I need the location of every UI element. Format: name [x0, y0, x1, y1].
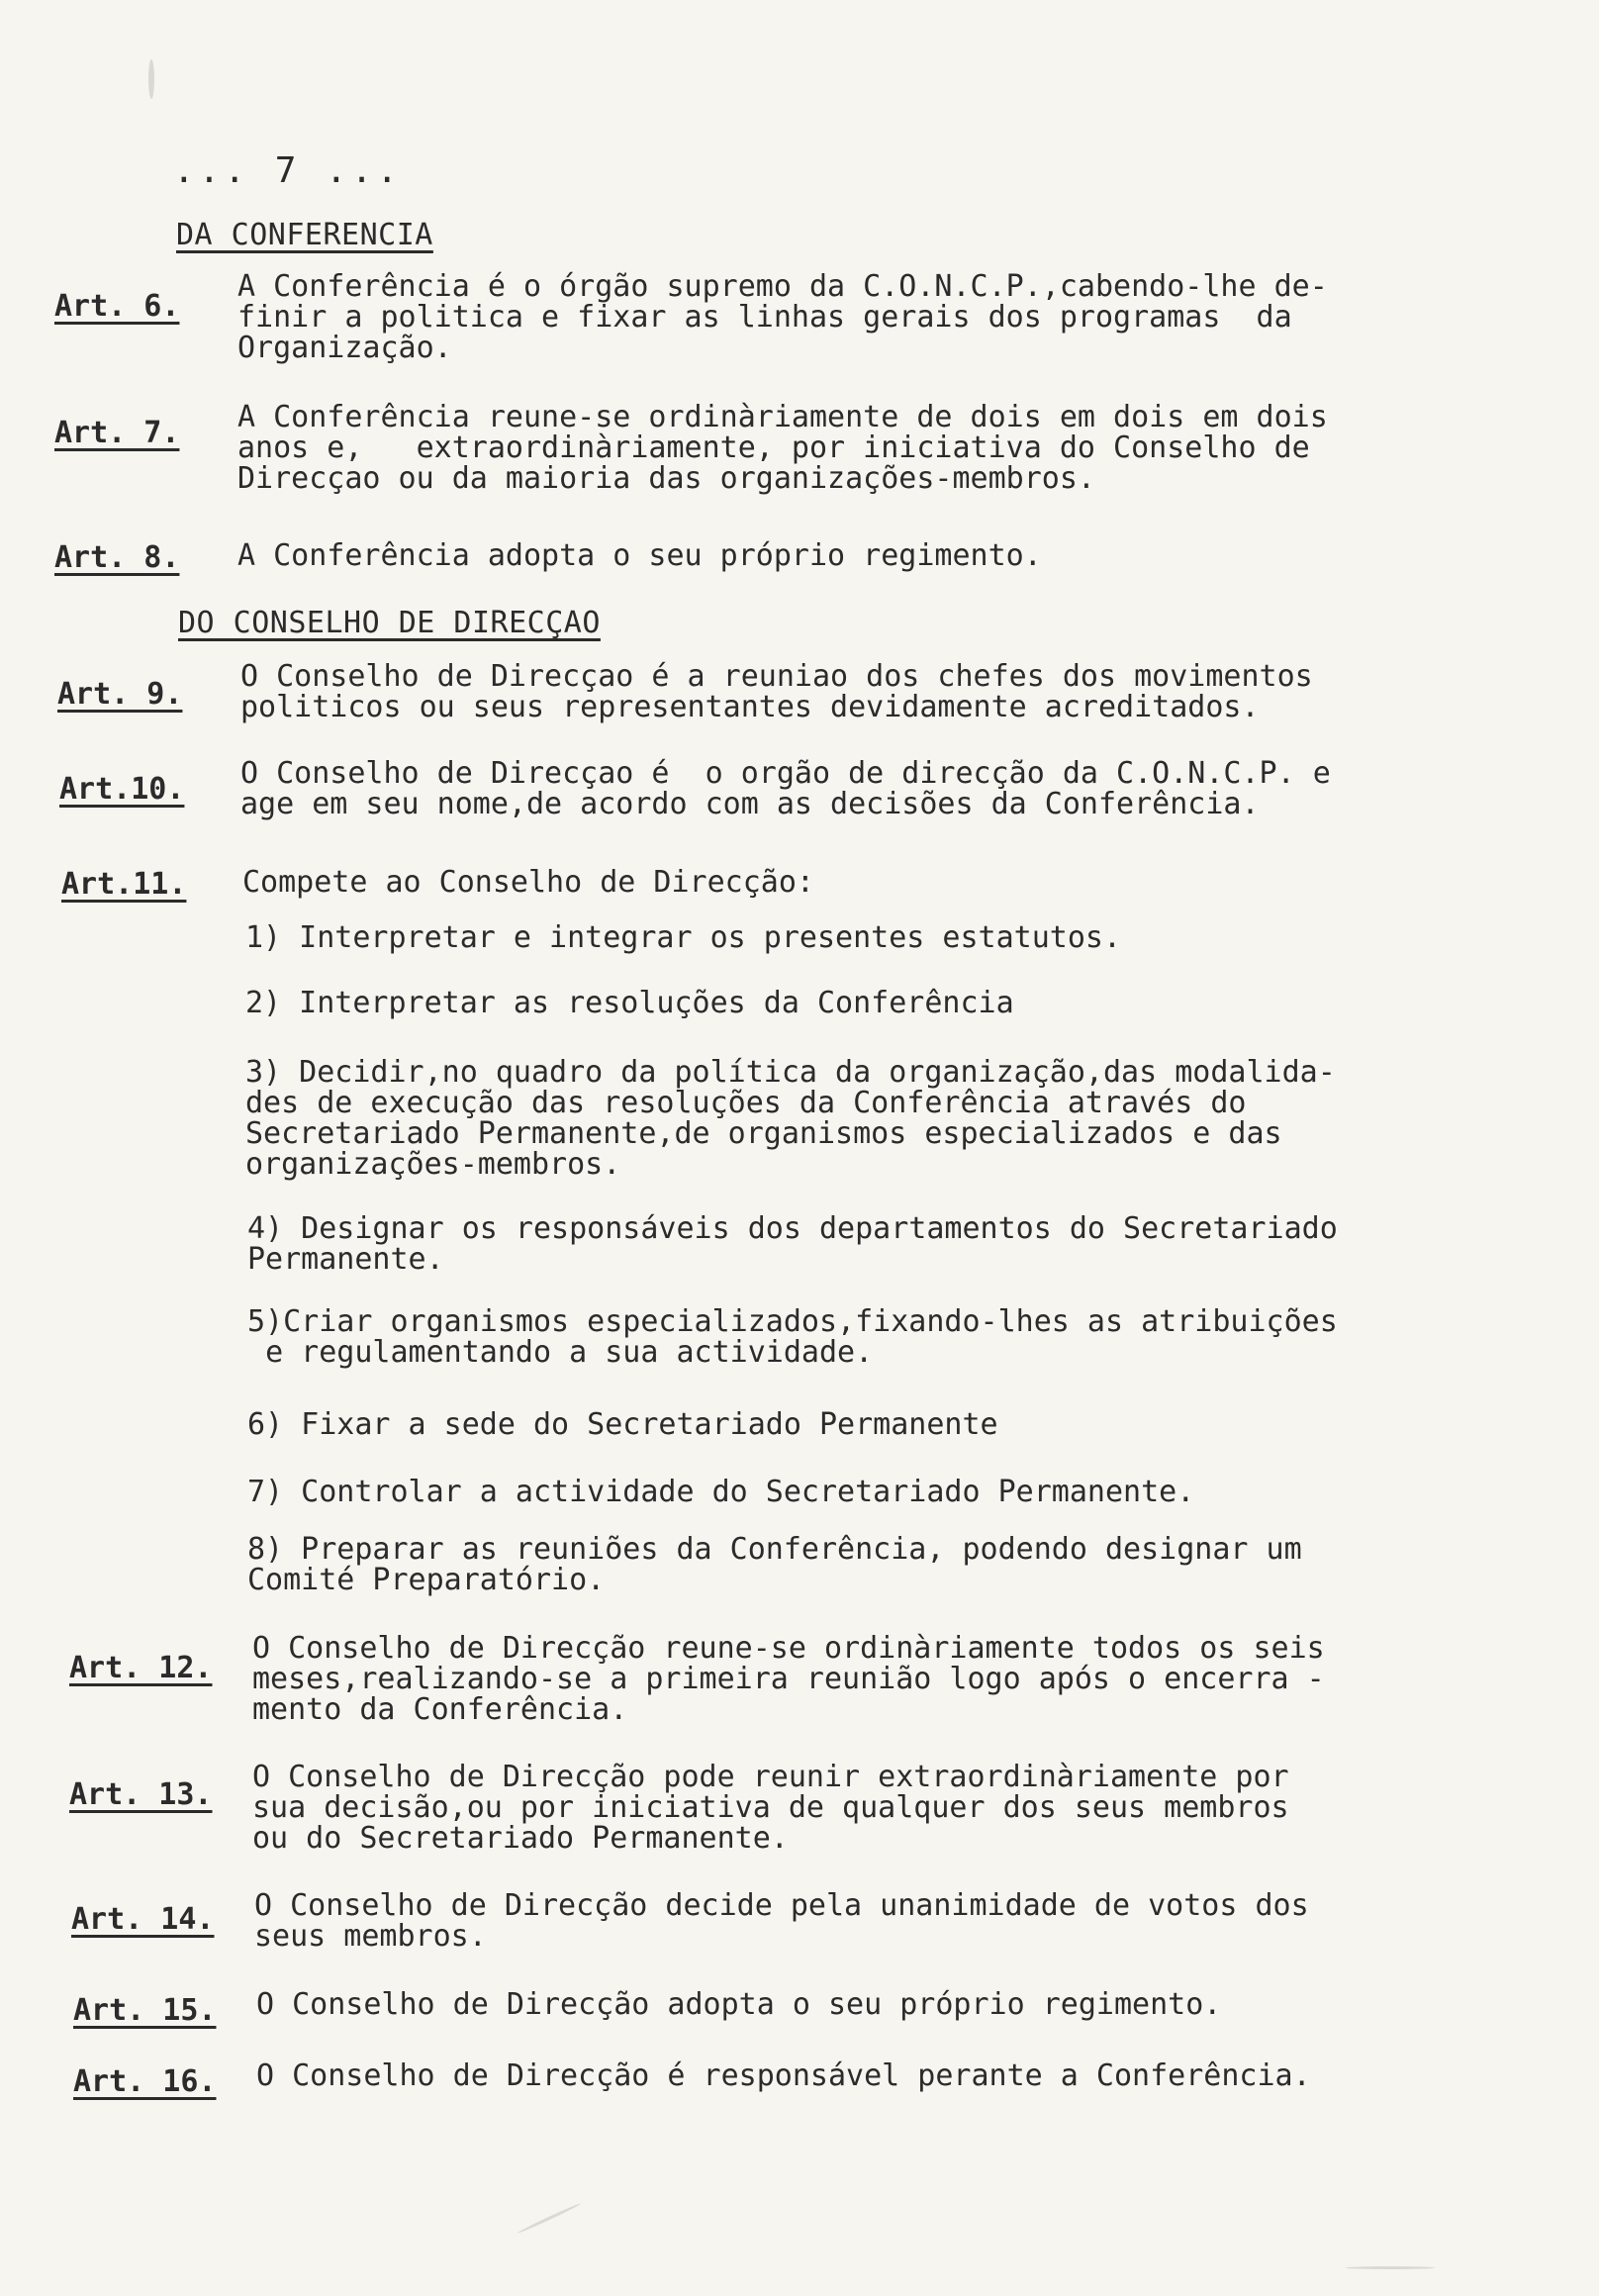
article-text: O Conselho de Direcçao é o orgão de direcção da C.O.N.C.P. e age em seu nome,de acordo com as decisões da Conferência. — [240, 756, 1331, 821]
article-label: Art. 12. — [69, 1651, 213, 1685]
scan-artifact — [148, 59, 154, 99]
article-text: O Conselho de Direcção adopta o seu próprio regimento. — [256, 1987, 1222, 2022]
list-item: 4) Designar os responsáveis dos departamentos do Secretariado Permanente. — [247, 1211, 1338, 1277]
list-item: 7) Controlar a actividade do Secretariado Permanente. — [247, 1475, 1195, 1509]
article-text: A Conferência reune-se ordinàriamente de dois em dois em dois anos e, extraordinàriamente, por iniciativa do Conselho de Direcçao ou da maioria das organizações-membros. — [237, 400, 1328, 496]
list-item: 5)Criar organismos especializados,fixando-lhes as atribuições e regulamentando a sua actividade. — [247, 1304, 1338, 1370]
article-label: Art. 15. — [73, 1993, 217, 2028]
article-label: Art. 6. — [54, 289, 180, 324]
section-heading-conselho: DO CONSELHO DE DIRECÇAO — [178, 606, 601, 640]
article-text: A Conferência é o órgão supremo da C.O.N.C.P.,cabendo-lhe de- finir a politica e fixar as linhas gerais dos programas da Organização. — [237, 269, 1328, 365]
article-label: Art. 16. — [73, 2064, 217, 2099]
section-heading-conferencia: DA CONFERENCIA — [176, 218, 433, 252]
scan-artifact — [1346, 2266, 1435, 2269]
page-number: ... 7 ... — [173, 150, 403, 191]
article-text: O Conselho de Direcção pode reunir extraordinàriamente por sua decisão,ou por iniciativa de qualquer dos seus membros ou do Secretariado Permanente. — [252, 1760, 1289, 1856]
list-item: 2) Interpretar as resoluções da Conferência — [245, 986, 1014, 1020]
article-text: O Conselho de Direcção decide pela unanimidade de votos dos seus membros. — [254, 1888, 1309, 1954]
scan-artifact — [517, 2202, 582, 2234]
article-text: Compete ao Conselho de Direcção: — [242, 865, 814, 900]
article-label: Art.11. — [61, 867, 187, 902]
list-item: 6) Fixar a sede do Secretariado Permanente — [247, 1407, 998, 1442]
article-label: Art. 14. — [71, 1902, 215, 1937]
article-text: A Conferência adopta o seu próprio regimento. — [237, 538, 1042, 573]
list-item: 3) Decidir,no quadro da política da organização,das modalida- des de execução das resoluções da Conferência através do Secretariado Permanente,de organismos especializados e das organizações-membros. — [245, 1055, 1336, 1182]
article-text: O Conselho de Direcção reune-se ordinàriamente todos os seis meses,realizando-se a primeira reunião logo após o encerra - mento da Conferência. — [252, 1631, 1325, 1727]
list-item: 1) Interpretar e integrar os presentes estatutos. — [245, 920, 1122, 955]
article-label: Art. 7. — [54, 416, 180, 450]
article-label: Art. 8. — [54, 540, 180, 575]
article-label: Art. 9. — [57, 677, 183, 712]
list-item: 8) Preparar as reuniões da Conferência, podendo designar um Comité Preparatório. — [247, 1532, 1302, 1597]
article-label: Art. 13. — [69, 1777, 213, 1812]
article-text: O Conselho de Direcçao é a reuniao dos chefes dos movimentos politicos ou seus representantes devidamente acreditados. — [240, 659, 1313, 724]
article-label: Art.10. — [59, 772, 185, 807]
article-text: O Conselho de Direcção é responsável perante a Conferência. — [256, 2058, 1311, 2093]
